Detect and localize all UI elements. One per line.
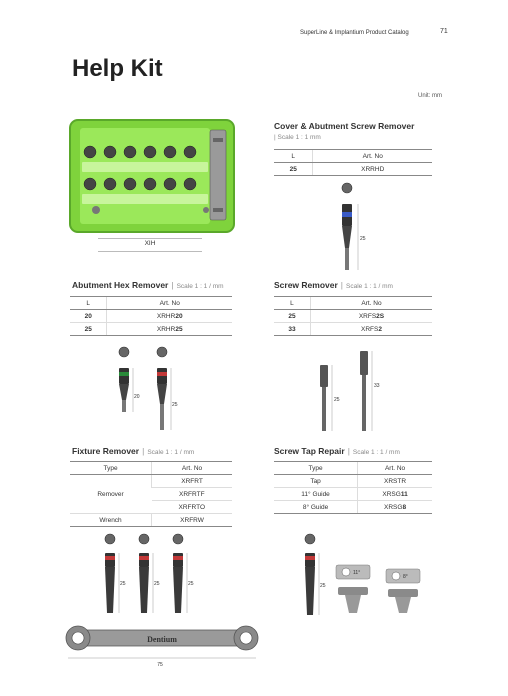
col-header: Art. No (358, 462, 432, 475)
page-number: 71 (440, 28, 448, 35)
table-row: 33 XRFS2 (274, 323, 432, 336)
cover-remover-table (274, 149, 432, 176)
fixture-remover-title: Fixture Remover | Scale 1 : 1 / mm (72, 446, 195, 456)
col-header: Art. No (313, 150, 432, 163)
table-row: Wrench XRFRW (70, 514, 232, 527)
unit-label: Unit: mm (418, 93, 442, 99)
help-kit-image (68, 118, 236, 236)
dim-label: 25 (334, 397, 340, 403)
table-row: 20 XRHR20 (70, 310, 232, 323)
dim-label: 75 (157, 662, 163, 668)
abutment-hex-figure (112, 346, 192, 432)
col-header: L (274, 297, 310, 310)
dim-label: 25 (120, 581, 126, 587)
cover-remover-scale: | Scale 1 : 1 mm (274, 134, 321, 141)
wrench-brand: Dentium (147, 635, 177, 644)
guide-11-label: 11° (353, 570, 361, 576)
table-row: 8° Guide XRSG8 (274, 501, 432, 514)
table-row: Tap XRSTR (274, 475, 432, 488)
dim-label: 25 (154, 581, 160, 587)
table-row: Remover XRFRT (70, 475, 232, 488)
kit-caption-line (98, 238, 202, 239)
fixture-remover-table (70, 461, 232, 527)
abutment-hex-title: Abutment Hex Remover | Scale 1 : 1 / mm (72, 280, 224, 290)
table-row: XRFRTF (70, 488, 232, 501)
screw-remover-table (274, 296, 432, 336)
dim-label: 33 (374, 383, 380, 389)
fixture-remover-figure (100, 533, 210, 625)
table-row: XRFRTO (70, 501, 232, 514)
dim-label: 25 (360, 236, 366, 242)
table-row: 11° Guide XRSG11 (274, 488, 432, 501)
wrench-figure (64, 624, 260, 670)
guide-8-label: 8° (403, 574, 408, 580)
col-header: Type (70, 462, 152, 475)
catalog-header: SuperLine & Implantium Product Catalog (300, 30, 409, 36)
kit-caption-line-bottom (98, 251, 202, 252)
page-title: Help Kit (72, 55, 163, 82)
col-header: Art. No (107, 297, 232, 310)
screw-remover-figure (314, 345, 394, 433)
cover-remover-figure (334, 182, 374, 274)
col-header: Art. No (310, 297, 432, 310)
col-header: Art. No (152, 462, 232, 475)
dim-label: 25 (188, 581, 194, 587)
screw-tap-table (274, 461, 432, 514)
abutment-hex-table (70, 296, 232, 336)
cover-remover-title: Cover & Abutment Screw Remover (274, 121, 415, 131)
screw-remover-title: Screw Remover | Scale 1 : 1 / mm (274, 280, 393, 290)
screw-tap-figure (300, 533, 430, 625)
col-header: Type (274, 462, 358, 475)
dim-label: 25 (172, 402, 178, 408)
dim-label: 20 (134, 394, 140, 400)
screw-tap-title: Screw Tap Repair | Scale 1 : 1 / mm (274, 446, 400, 456)
table-row: 25 XRRHD (274, 163, 432, 176)
table-row: 25 XRHR25 (70, 323, 232, 336)
col-header: L (70, 297, 107, 310)
col-header: L (274, 150, 313, 163)
dim-label: 25 (320, 583, 326, 589)
table-row: 25 XRFS2S (274, 310, 432, 323)
kit-caption: XIH (144, 240, 156, 247)
